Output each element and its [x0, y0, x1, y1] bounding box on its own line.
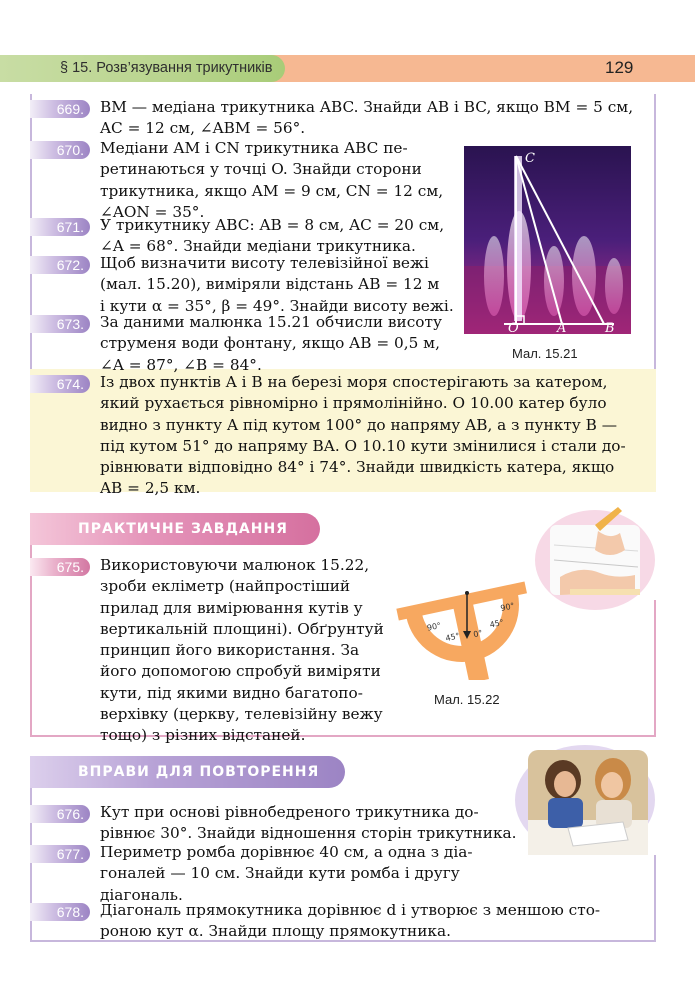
scale-label: 45°	[444, 631, 461, 644]
scale-label: 45°	[488, 617, 505, 630]
label-b: B	[605, 321, 615, 334]
section-banner-practical: ПРАКТИЧНЕ ЗАВДАННЯ	[30, 513, 320, 545]
problem-line: (мал. 15.20), виміряли відстань AB = 12 м	[100, 275, 440, 294]
problem-line: верхівку (церкву, телевізійну вежу	[100, 705, 383, 724]
scale-label: 90°	[499, 601, 516, 613]
problem-line: прилад для вимірювання кутів у	[100, 598, 363, 617]
section-title: § 15. Розв’язування трикутників	[60, 60, 273, 76]
students-photo	[528, 750, 648, 855]
frame-right-rule	[654, 600, 656, 737]
label-c: C	[525, 151, 535, 166]
problem-line: роною кут α. Знайди площу прямокутника.	[100, 922, 451, 941]
problem-text	[100, 372, 626, 500]
label-a: A	[557, 321, 567, 334]
problem-text	[100, 842, 473, 906]
scale-label: 0°	[472, 628, 484, 640]
problem-line: Щоб визначити висоту телевізійної вежі	[100, 254, 429, 272]
problem-line: зроби екліметр (найпростіший	[100, 577, 351, 596]
problem-text	[100, 900, 600, 943]
problem-line: Периметр ромба дорівнює 40 см, а одна з діа-	[100, 843, 473, 861]
problem-text	[100, 138, 443, 223]
problem-line: під кутом 51° до напряму BA. О 10.10 кути змінилися і стали до-	[100, 436, 626, 455]
frame-right-rule	[654, 855, 656, 940]
problem-number: 671.	[30, 218, 90, 236]
problem-line: рівнювати відповідно 84° і 74°. Знайди швидкість катера, якщо	[100, 458, 615, 477]
problem-text	[100, 253, 454, 317]
problem-line: Медіани AM і CN трикутника ABC пе-	[100, 139, 408, 157]
problem-text	[100, 215, 444, 258]
problem-line: кути, під якими видно багатопо-	[100, 683, 363, 702]
problem-number: 673.	[30, 315, 90, 333]
problem-line: і кути α = 35°, β = 49°. Знайди висоту вежі.	[100, 296, 454, 315]
problem-line: ∠A = 68°. Знайди медіани трикутника.	[100, 237, 416, 256]
problem-line: видно з пункту A під кутом 100° до напряму AB, а з пункту B —	[100, 415, 618, 434]
drawing-photo	[540, 505, 645, 605]
problem-line: гоналей — 10 см. Знайди кути ромба і другу	[100, 864, 460, 883]
problem-line: струменя води фонтану, якщо AB = 0,5 м,	[100, 334, 440, 353]
problem-line: вертикальній площині). Обґрунтуй	[100, 619, 384, 638]
problem-line: тощо) з різних відстаней.	[100, 726, 306, 745]
problem-line: Використовуючи малюнок 15.22,	[100, 556, 370, 574]
eclimeter-figure	[395, 565, 530, 680]
section-banner-review: ВПРАВИ ДЛЯ ПОВТОРЕННЯ	[30, 756, 345, 788]
problem-line: Із двох пунктів A і B на березі моря спостерігають за катером,	[100, 373, 608, 391]
problem-text	[100, 802, 517, 845]
scale-label: 90°	[426, 620, 442, 633]
problem-line: рівнює 30°. Знайди відношення сторін трикутника.	[100, 824, 517, 843]
page-number: 129	[605, 58, 634, 77]
problem-line: Діагональ прямокутника дорівнює d і утворює з меншою сто-	[100, 901, 601, 919]
problem-number: 672.	[30, 256, 90, 274]
problem-line: який рухається рівномірно і прямолінійно. О 10.00 катер було	[100, 394, 607, 413]
problem-number: 676.	[30, 805, 90, 823]
problem-line: діагональ.	[100, 885, 183, 904]
problem-line: трикутника, якщо AM = 9 см, CN = 12 см,	[100, 181, 444, 200]
problem-line: За даними малюнка 15.21 обчисли висоту	[100, 313, 442, 331]
problem-line: його допомогою спробуй виміряти	[100, 662, 381, 681]
problem-number: 670.	[30, 141, 90, 159]
problem-number: 674.	[30, 375, 90, 393]
problem-line: AC = 12 см, ∠ABM = 56°.	[100, 119, 306, 138]
problem-line: У трикутнику ABC: AB = 8 см, AC = 20 см,	[100, 216, 445, 234]
problem-text	[100, 555, 384, 747]
figure-caption: Мал. 15.22	[434, 692, 500, 707]
problem-number: 675.	[30, 558, 90, 576]
problem-number: 677.	[30, 845, 90, 863]
problem-line: принцип його використання. За	[100, 641, 360, 660]
problem-text	[100, 97, 633, 140]
fountain-figure	[464, 146, 631, 334]
problem-number: 678.	[30, 903, 90, 921]
problem-line: AB = 2,5 км.	[100, 479, 201, 498]
figure-caption: Мал. 15.21	[512, 346, 578, 361]
problem-line: Кут при основі рівнобедреного трикутника до-	[100, 803, 479, 821]
problem-line: ∠A = 87°, ∠B = 84°.	[100, 355, 262, 374]
problem-line: ретинаються у точці O. Знайди сторони	[100, 160, 422, 179]
label-o: O	[508, 321, 519, 334]
problem-line: ∠AON = 35°.	[100, 202, 205, 221]
problem-line: BM — медіана трикутника ABC. Знайди AB і BC, якщо BM = 5 см,	[100, 98, 634, 116]
problem-text	[100, 312, 442, 376]
problem-number: 669.	[30, 100, 90, 118]
